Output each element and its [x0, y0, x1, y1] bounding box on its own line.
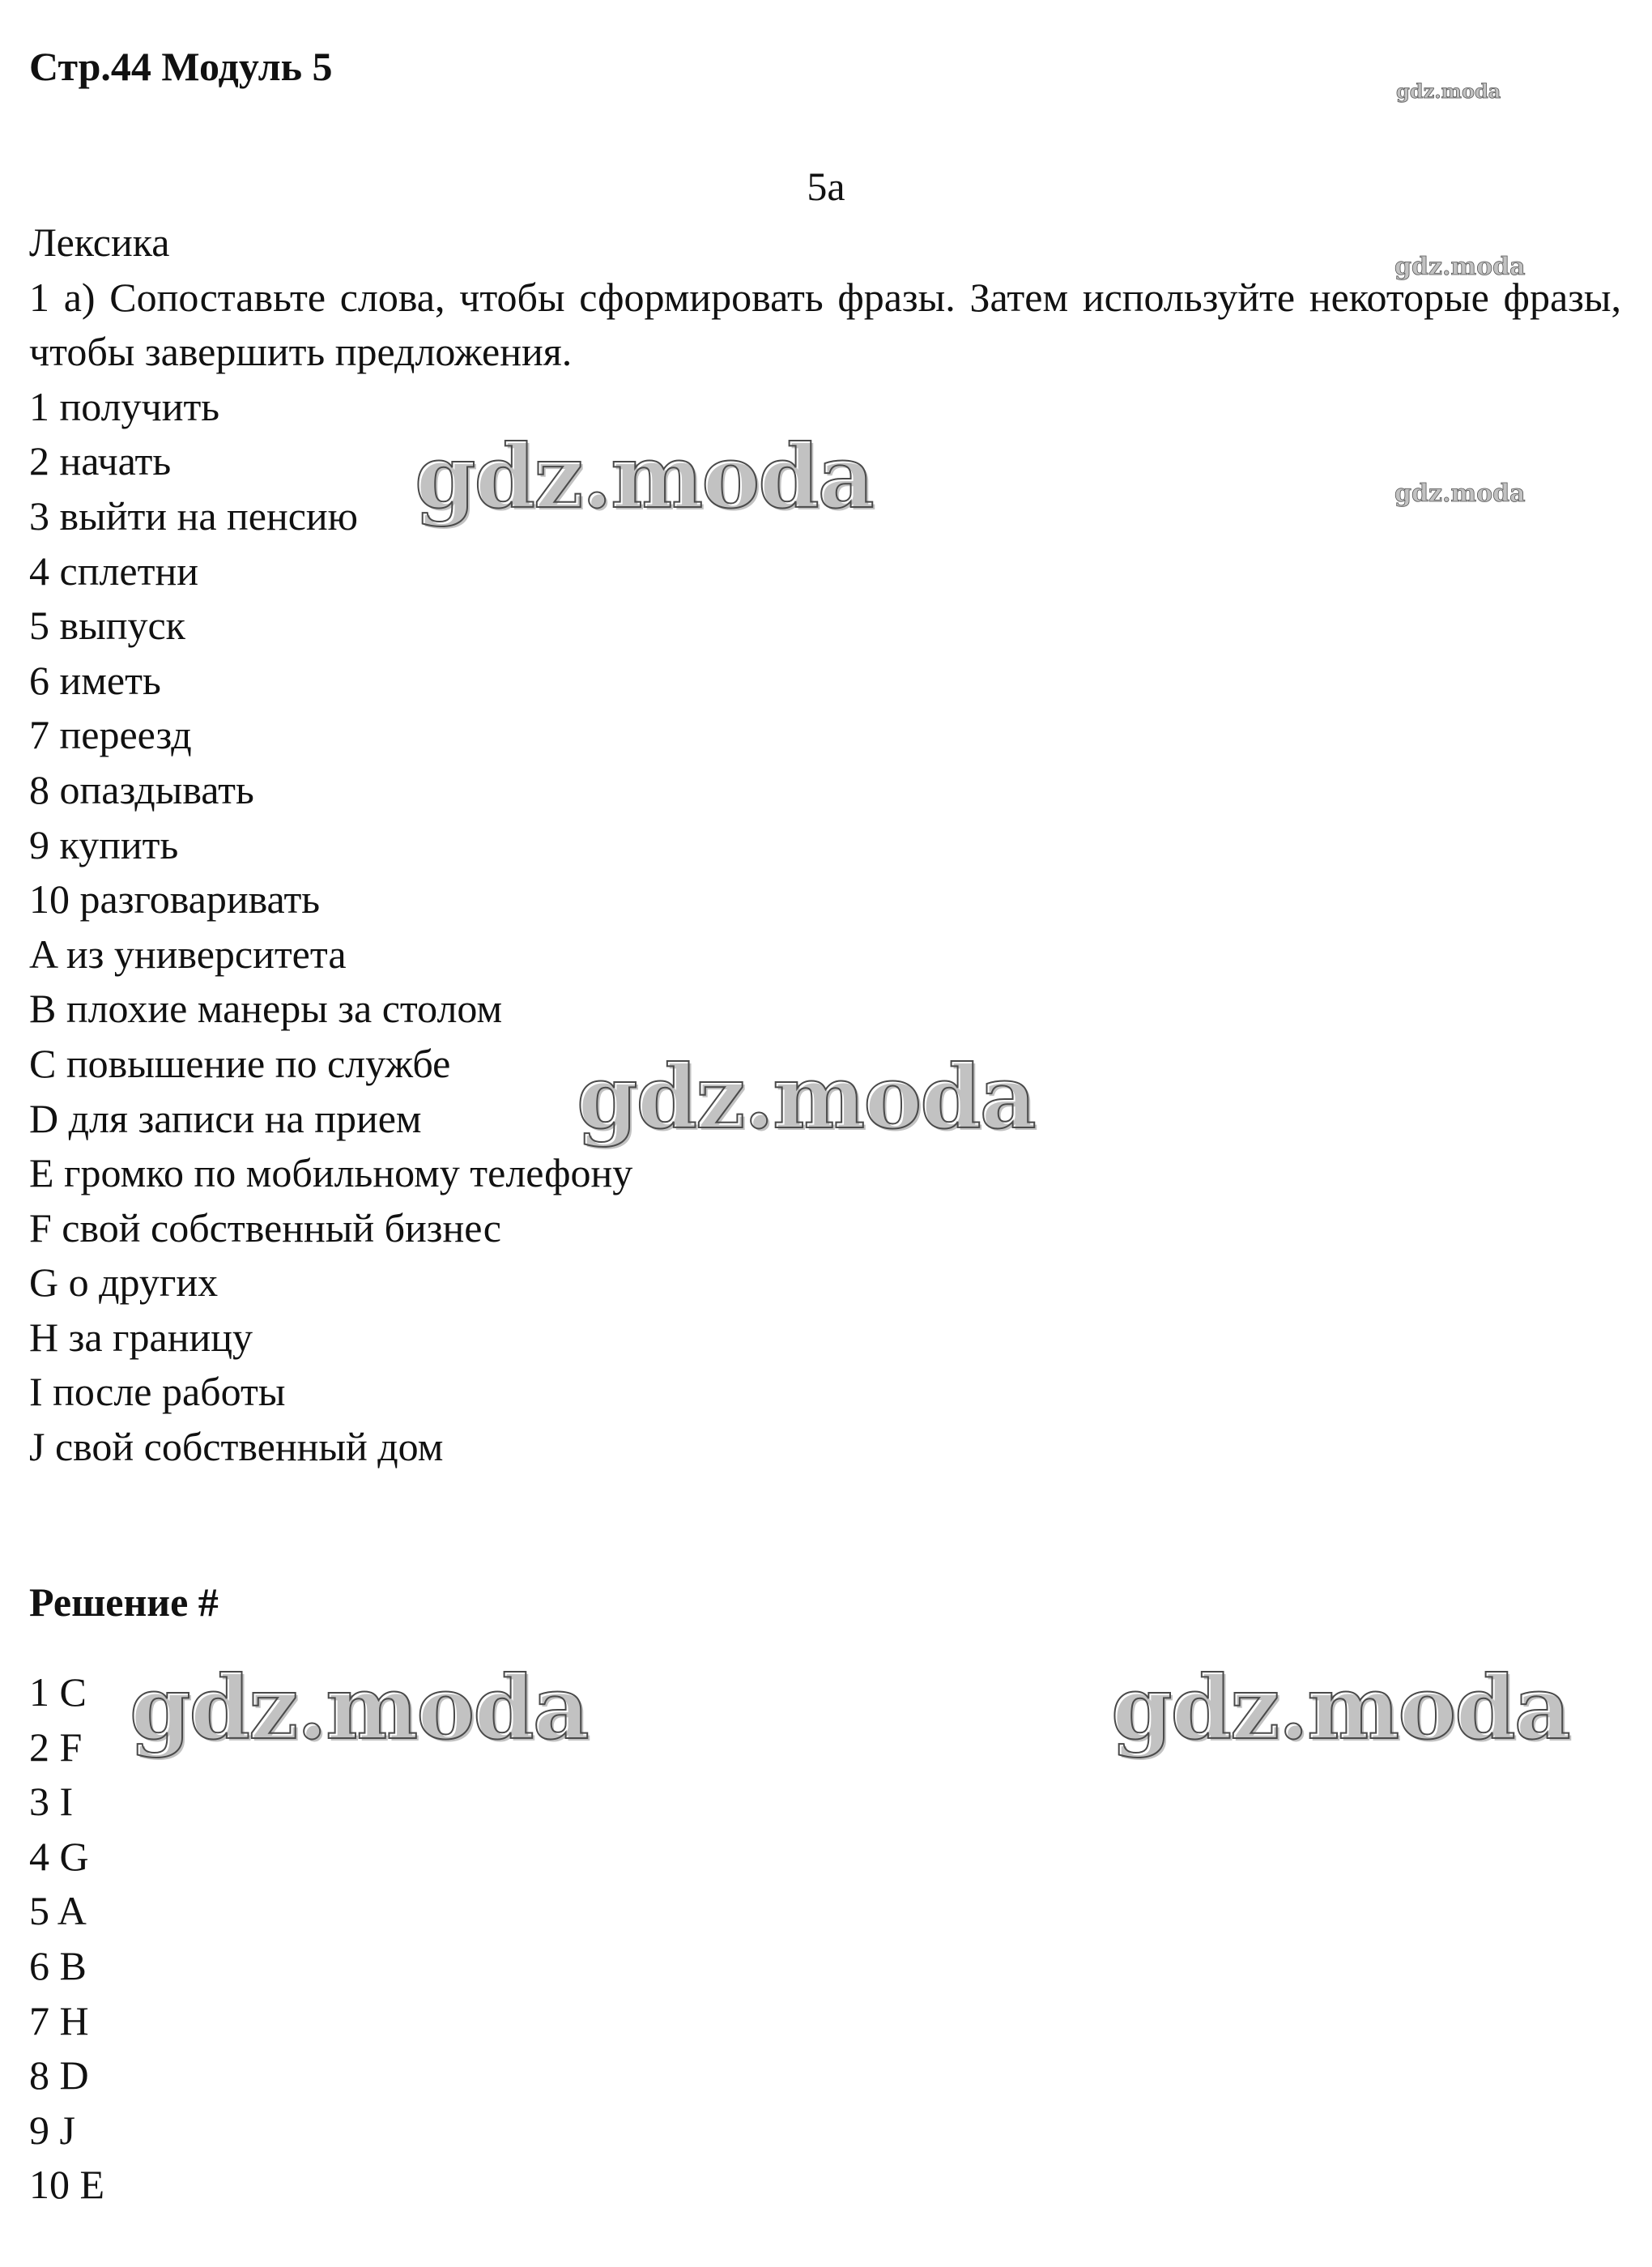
numbered-item: 9 купить — [29, 821, 179, 867]
exercise-block — [29, 215, 1621, 1475]
numbered-item: 3 выйти на пенсию — [29, 492, 359, 539]
lettered-item: D для записи на прием — [29, 1095, 422, 1141]
watermark-large: gdz.moda — [577, 1046, 1035, 1148]
answer-item: 7 H — [29, 1997, 89, 2043]
answer-item: 3 I — [29, 1779, 74, 1825]
watermark-large: gdz.moda — [130, 1657, 588, 1759]
answer-list — [29, 1665, 104, 2213]
numbered-item: 6 иметь — [29, 657, 161, 703]
numbered-item: 5 выпуск — [29, 603, 185, 649]
solution-title: Решение # — [29, 1579, 219, 1625]
numbered-item: 2 начать — [29, 438, 172, 484]
exercise-category: Лексика — [29, 219, 170, 265]
watermark-large: gdz.moda — [415, 426, 873, 528]
lettered-item: A из университета — [29, 931, 347, 977]
answer-item: 5 A — [29, 1888, 87, 1934]
lettered-item: B плохие манеры за столом — [29, 986, 503, 1032]
answer-item: 9 J — [29, 2107, 75, 2153]
lettered-item: I после работы — [29, 1369, 286, 1415]
lettered-item: H за границу — [29, 1314, 253, 1360]
watermark-large: gdz.moda — [1111, 1657, 1569, 1759]
watermark-small: gdz.moda — [1396, 79, 1501, 103]
answer-item: 4 G — [29, 1833, 89, 1879]
lettered-item: J свой собственный дом — [29, 1424, 444, 1470]
lettered-item: C повышение по службе — [29, 1040, 451, 1086]
lettered-item: F свой собственный бизнес — [29, 1204, 501, 1251]
answer-item: 1 C — [29, 1669, 87, 1715]
answer-item: 10 E — [29, 2162, 105, 2208]
lettered-item: G о других — [29, 1259, 219, 1306]
numbered-item: 7 переезд — [29, 712, 192, 758]
page-header: Стр.44 Модуль 5 — [29, 44, 333, 89]
lettered-item: E громко по мобильному телефону — [29, 1150, 633, 1196]
answer-item: 6 B — [29, 1942, 87, 1988]
watermark-small: gdz.moda — [1394, 479, 1526, 508]
numbered-item: 10 разговаривать — [29, 876, 321, 923]
numbered-item: 8 опаздывать — [29, 766, 254, 812]
numbered-item: 1 получить — [29, 383, 220, 429]
section-label: 5a — [807, 164, 845, 209]
exercise-instruction: 1 a) Сопоставьте слова, чтобы сформировать фразы. Затем используйте некоторые фразы, чтобы завершить предложения. — [29, 274, 1621, 375]
numbered-item: 4 сплетни — [29, 548, 198, 594]
answer-item: 8 D — [29, 2052, 89, 2099]
watermark-small: gdz.moda — [1394, 253, 1526, 281]
answer-item: 2 F — [29, 1724, 83, 1770]
